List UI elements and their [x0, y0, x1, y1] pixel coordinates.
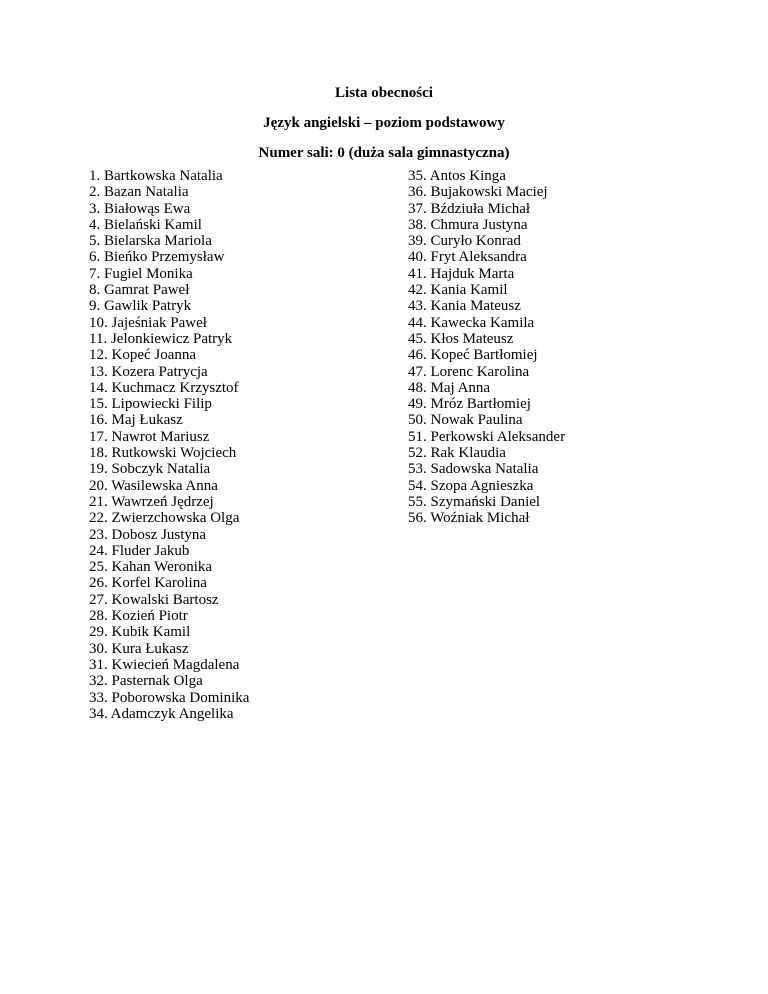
list-item: 15. Lipowiecki Filip: [89, 396, 212, 413]
list-item: 20. Wasilewska Anna: [89, 477, 218, 494]
list-item: 9. Gawlik Patryk: [89, 298, 192, 315]
list-item: 17. Nawrot Mariusz: [89, 428, 210, 445]
list-item: 37. Bździuła Michał: [408, 200, 531, 217]
list-item: 14. Kuchmacz Krzysztof: [89, 379, 239, 396]
list-item: 31. Kwiecień Magdalena: [89, 656, 240, 673]
list-item: 3. Białowąs Ewa: [89, 200, 191, 217]
list-item: 8. Gamrat Paweł: [89, 282, 190, 299]
list-item: 5. Bielarska Mariola: [89, 233, 212, 250]
page-title: Lista obecności: [335, 85, 433, 101]
list-item: 29. Kubik Kamil: [89, 624, 191, 641]
list-item: 36. Bujakowski Maciej: [408, 184, 548, 201]
list-item: 56. Woźniak Michał: [408, 510, 530, 527]
list-item: 6. Bieńko Przemysław: [89, 249, 225, 266]
list-item: 55. Szymański Daniel: [408, 493, 541, 510]
list-item: 30. Kura Łukasz: [89, 640, 189, 657]
room-heading: Numer sali: 0 (duża sala gimnastyczna): [258, 145, 510, 161]
list-item: 26. Korfel Karolina: [89, 575, 207, 592]
list-item: 54. Szopa Agnieszka: [408, 477, 534, 494]
list-item: 48. Maj Anna: [408, 379, 491, 396]
list-item: 4. Bielański Kamil: [89, 216, 202, 233]
subject-heading: Język angielski – poziom podstawowy: [263, 115, 505, 131]
list-item: 52. Rak Klaudia: [408, 445, 506, 462]
list-item: 2. Bazan Natalia: [89, 184, 189, 201]
student-list-right: [408, 168, 565, 527]
student-list-left: [89, 168, 249, 722]
list-item: 50. Nowak Paulina: [408, 412, 523, 429]
list-item: 28. Kozień Piotr: [89, 608, 188, 625]
list-item: 49. Mróz Bartłomiej: [408, 396, 531, 413]
list-item: 38. Chmura Justyna: [408, 216, 528, 233]
list-item: 47. Lorenc Karolina: [408, 363, 530, 380]
list-item: 46. Kopeć Bartłomiej: [408, 347, 538, 364]
list-item: 53. Sadowska Natalia: [408, 461, 539, 478]
list-item: 25. Kahan Weronika: [89, 559, 213, 576]
list-item: 43. Kania Mateusz: [408, 298, 521, 315]
list-item: 39. Curyło Konrad: [408, 233, 521, 250]
list-item: 40. Fryt Aleksandra: [408, 249, 527, 266]
list-item: 33. Poborowska Dominika: [89, 689, 250, 706]
list-item: 10. Jajeśniak Paweł: [89, 314, 207, 331]
list-item: 34. Adamczyk Angelika: [89, 705, 234, 722]
list-item: 21. Wawrzeń Jędrzej: [89, 493, 214, 510]
list-item: 41. Hajduk Marta: [408, 265, 515, 282]
list-item: 24. Fluder Jakub: [89, 542, 190, 559]
list-item: 51. Perkowski Aleksander: [408, 428, 566, 445]
list-item: 22. Zwierzchowska Olga: [89, 510, 240, 527]
list-item: 23. Dobosz Justyna: [89, 526, 207, 543]
list-item: 7. Fugiel Monika: [89, 265, 193, 282]
list-item: 35. Antos Kinga: [408, 168, 506, 184]
list-item: 45. Kłos Mateusz: [408, 330, 514, 347]
list-item: 44. Kawecka Kamila: [408, 314, 535, 331]
list-item: 11. Jelonkiewicz Patryk: [89, 330, 233, 347]
list-item: 16. Maj Łukasz: [89, 412, 183, 429]
list-item: 19. Sobczyk Natalia: [89, 461, 211, 478]
list-item: 42. Kania Kamil: [408, 282, 508, 299]
list-item: 13. Kozera Patrycja: [89, 363, 208, 380]
list-item: 27. Kowalski Bartosz: [89, 591, 219, 608]
list-item: 1. Bartkowska Natalia: [89, 168, 223, 184]
list-item: 18. Rutkowski Wojciech: [89, 445, 237, 462]
list-item: 12. Kopeć Joanna: [89, 347, 197, 364]
list-item: 32. Pasternak Olga: [89, 673, 203, 690]
